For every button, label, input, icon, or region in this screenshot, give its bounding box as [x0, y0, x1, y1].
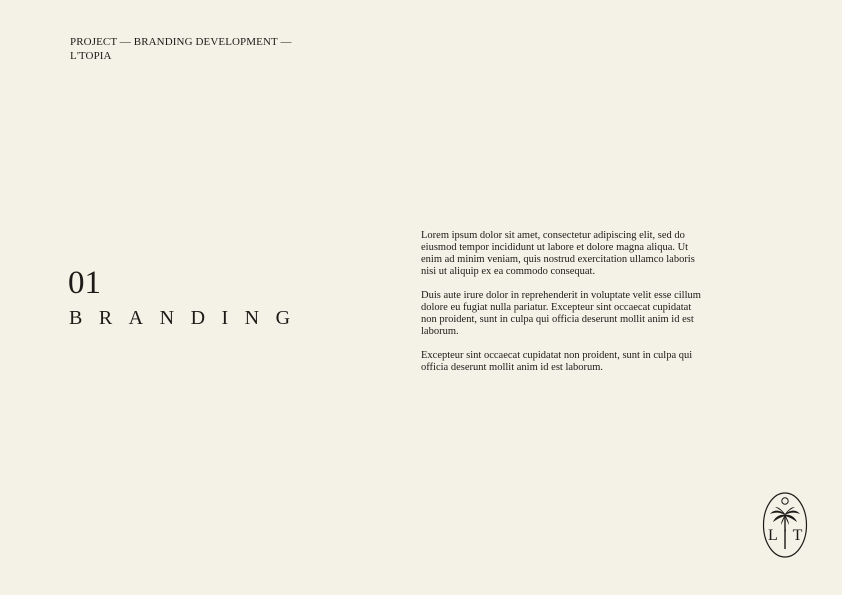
body-text: [421, 230, 706, 386]
body-paragraph-3: Excepteur sint occaecat cupidatat non proident, sunt in culpa qui officia deserunt mollit anim id est laborum.: [421, 350, 693, 373]
header-line-1: PROJECT — BRANDING DEVELOPMENT —: [70, 36, 292, 48]
project-header: [70, 35, 330, 63]
header-line-2: L'TOPIA: [70, 50, 112, 62]
section-title: BRANDING: [69, 307, 307, 329]
body-paragraph-2: Duis aute irure dolor in reprehenderit in voluptate velit esse cillum dolore eu fugiat nulla pariatur. Excepteur sint occaecat cupidatat non proident, sunt in culpa qui officia deserunt mollit anim id est laborum.: [421, 290, 701, 337]
logo-letters: L'T: [768, 527, 809, 544]
body-paragraph-1: Lorem ipsum dolor sit amet, consectetur adipiscing elit, sed do eiusmod tempor incididunt ut labore et dolore magna aliqua. Ut enim ad minim veniam, quis nostrud exercitation ullamco laboris nisi ut aliquip ex ea commodo consequat.: [421, 230, 695, 277]
palm-tree-emblem-icon: [762, 492, 808, 558]
section-number: 01: [68, 265, 101, 301]
